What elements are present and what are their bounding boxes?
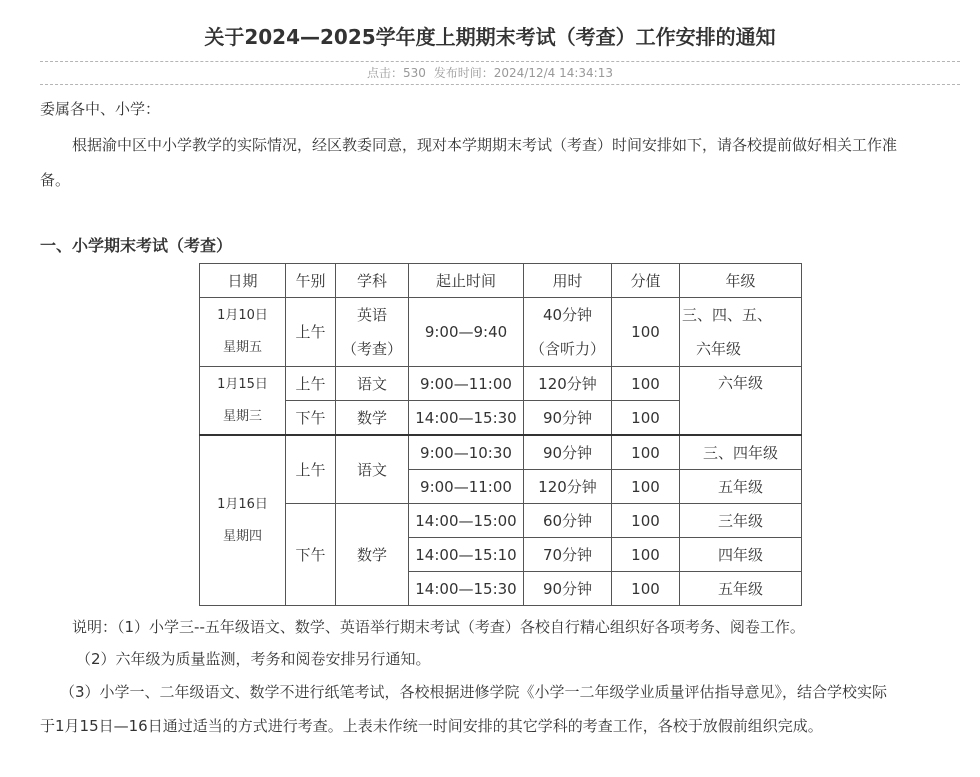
time-cell: 9:00—11:00 <box>409 367 524 401</box>
score-cell: 100 <box>612 504 680 538</box>
header-duration: 用时 <box>524 264 612 298</box>
period-cell: 上午 <box>286 298 336 367</box>
period-cell: 下午 <box>286 504 336 606</box>
period-cell: 上午 <box>286 435 336 504</box>
duration-cell: 90分钟 <box>524 435 612 470</box>
subject-cell: 语文 <box>336 367 409 401</box>
page-title: 关于2024—2025学年度上期期末考试（考查）工作安排的通知 <box>204 25 776 49</box>
table-row <box>200 435 802 470</box>
subject-cell: 数学 <box>336 401 409 436</box>
divider-top <box>40 61 960 62</box>
duration-cell: 90分钟 <box>524 572 612 606</box>
note-2: （2）六年级为质量监测，考务和阅卷安排另行通知。 <box>76 650 431 668</box>
score-cell: 100 <box>612 401 680 436</box>
date-cell <box>200 367 286 436</box>
grade-cell: 三年级 <box>680 504 802 538</box>
header-time: 起止时间 <box>409 264 524 298</box>
date-text: 1月10日 <box>217 308 268 323</box>
subject-cell: 语文 <box>336 435 409 504</box>
grade-text-2: 六年级 <box>696 340 742 358</box>
table-row <box>200 504 802 538</box>
date-cell <box>200 298 286 367</box>
grade-cell: 三、四年级 <box>680 435 802 470</box>
period-cell: 下午 <box>286 401 336 436</box>
duration-note: （含听力） <box>529 340 605 358</box>
date-text: 1月15日 <box>217 376 268 392</box>
section-heading: 一、小学期末考试（考查） <box>40 236 233 255</box>
grade-cell: 五年级 <box>680 470 802 504</box>
grade-text: 三、四、五、 <box>682 306 773 324</box>
subject-cell: 数学 <box>336 504 409 606</box>
table-header-row <box>200 264 802 298</box>
score-cell: 100 <box>612 435 680 470</box>
table-row <box>200 298 802 367</box>
header-period: 午别 <box>286 264 336 298</box>
weekday-text: 星期四 <box>222 528 262 544</box>
header-score: 分值 <box>612 264 680 298</box>
time-cell: 14:00—15:10 <box>409 538 524 572</box>
duration-cell: 90分钟 <box>524 401 612 436</box>
subject-cell <box>336 298 409 367</box>
intro-line-2: 备。 <box>40 171 71 189</box>
time-cell: 9:00—9:40 <box>409 298 524 367</box>
weekday-text: 星期三 <box>222 408 262 424</box>
table-row <box>200 367 802 401</box>
header-grade: 年级 <box>680 264 802 298</box>
date-text: 1月16日 <box>217 496 268 512</box>
meta-info <box>0 65 980 81</box>
duration-cell: 120分钟 <box>524 470 612 504</box>
time-cell: 14:00—15:30 <box>409 401 524 436</box>
subject-text: 英语 <box>356 306 387 324</box>
score-cell: 100 <box>612 298 680 367</box>
note-3-line-2: 于1月15日—16日通过适当的方式进行考查。上表未作统一时间安排的其它学科的考查工作，各校于放假前组织完成。 <box>40 717 823 735</box>
header-subject: 学科 <box>336 264 409 298</box>
score-cell: 100 <box>612 572 680 606</box>
period-cell: 上午 <box>286 367 336 401</box>
duration-cell: 60分钟 <box>524 504 612 538</box>
note-1: 说明：（1）小学三--五年级语文、数学、英语举行期末考试（考查）各校自行精心组织好各项考务、阅卷工作。 <box>72 618 805 636</box>
duration-cell: 120分钟 <box>524 367 612 401</box>
grade-cell: 六年级 <box>680 367 802 436</box>
weekday-text: 星期五 <box>222 340 262 355</box>
publish-time: 发布时间：2024/12/4 14:34:13 <box>433 66 613 80</box>
grade-cell: 四年级 <box>680 538 802 572</box>
duration-text: 40分钟 <box>542 306 593 324</box>
greeting: 委属各中、小学： <box>40 100 161 118</box>
score-cell: 100 <box>612 538 680 572</box>
time-cell: 9:00—10:30 <box>409 435 524 470</box>
date-cell <box>200 435 286 606</box>
divider-bottom <box>40 84 960 85</box>
grade-cell: 五年级 <box>680 572 802 606</box>
header-date: 日期 <box>200 264 286 298</box>
grade-cell <box>680 298 802 367</box>
duration-cell <box>524 298 612 367</box>
note-3-line-1: （3）小学一、二年级语文、数学不进行纸笔考试，各校根据进修学院《小学一二年级学业质量评估指导意见》，结合学校实际 <box>60 683 888 701</box>
score-cell: 100 <box>612 367 680 401</box>
duration-cell: 70分钟 <box>524 538 612 572</box>
score-cell: 100 <box>612 470 680 504</box>
time-cell: 9:00—11:00 <box>409 470 524 504</box>
click-count: 点击：530 <box>367 66 426 80</box>
time-cell: 14:00—15:00 <box>409 504 524 538</box>
time-cell: 14:00—15:30 <box>409 572 524 606</box>
subject-note: （考查） <box>341 340 402 358</box>
exam-schedule-table <box>199 263 802 606</box>
intro-line-1: 根据渝中区中小学教学的实际情况，经区教委同意，现对本学期期末考试（考查）时间安排如下，请各校提前做好相关工作准 <box>72 136 898 154</box>
